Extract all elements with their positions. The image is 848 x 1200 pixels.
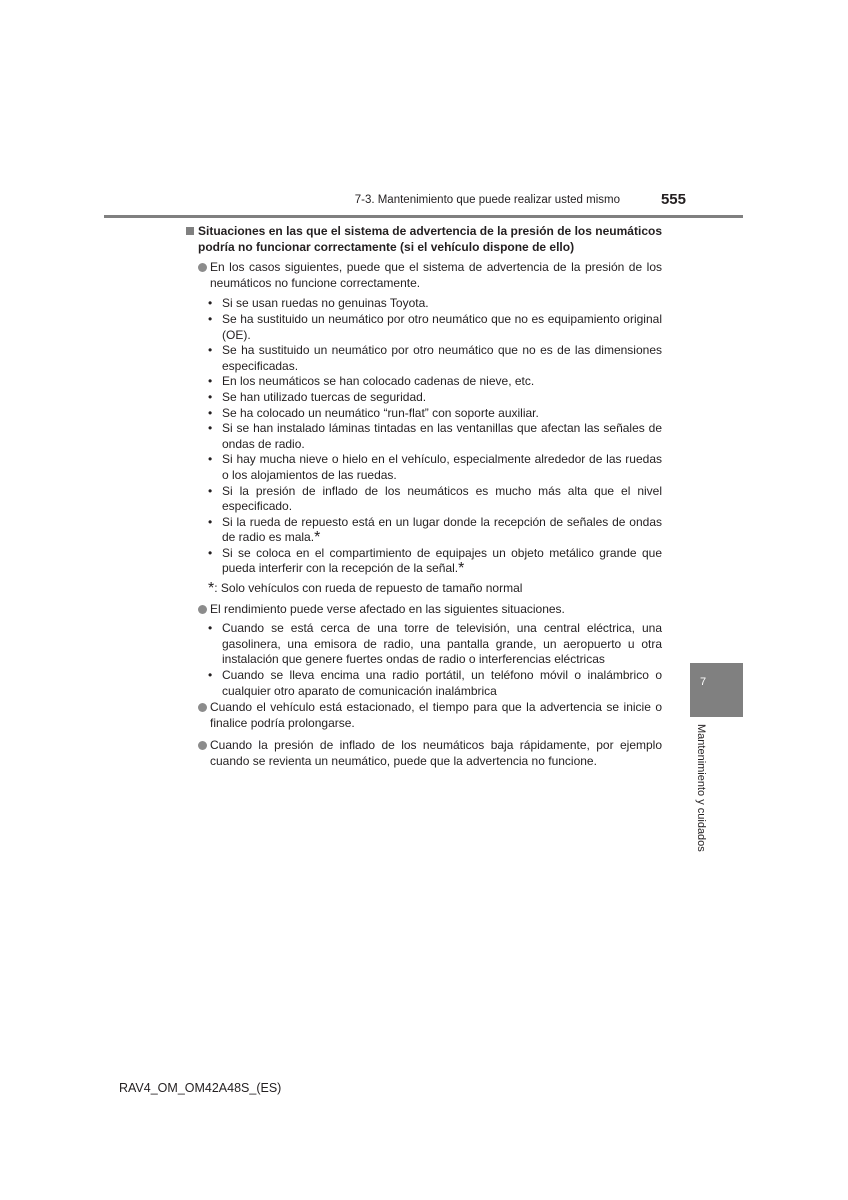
list-item: • Si se han instalado láminas tintadas en las ventanillas que afectan las señales de ondas de radio.	[208, 421, 662, 451]
point-2-list	[208, 621, 662, 699]
list-item: • Si la presión de inflado de los neumáticos es mucho más alta que el nivel especificado.	[208, 483, 662, 514]
list-item: • Si la rueda de repuesto está en un lugar donde la recepción de señales de ondas de radio es mala.*	[208, 514, 662, 547]
list-item: • Cuando se lleva encima una radio portátil, un teléfono móvil o inalámbrico o cualquier otro aparato de comunicación inalámbrica	[208, 668, 662, 698]
running-header-section: 7-3. Mantenimiento que puede realizar usted mismo	[354, 194, 620, 206]
point-2-text: El rendimiento puede verse afectado en las siguientes situaciones.	[210, 601, 565, 616]
section-heading-text: Situaciones en las que el sistema de advertencia de la presión de los neumáticos podría no funcionar correctamente (si el vehículo dispone de ello)	[198, 224, 662, 254]
chapter-tab-label: Mantenimiento y cuidados	[695, 724, 707, 852]
list-item: • Si se usan ruedas no genuinas Toyota.	[208, 296, 429, 311]
footnote-asterisk: *	[208, 580, 215, 598]
point-3	[186, 700, 662, 731]
circle-bullet-icon	[198, 263, 207, 272]
section-heading	[186, 224, 662, 255]
list-item: • Se ha sustituido un neumático por otro neumático que no es equipamiento original (OE).	[208, 311, 662, 342]
asterisk-mark: *	[458, 560, 465, 578]
point-1-list	[208, 296, 662, 577]
square-bullet-icon	[186, 227, 194, 235]
circle-bullet-icon	[198, 605, 207, 614]
chapter-tab	[690, 663, 743, 717]
list-item: • Si se coloca en el compartimiento de equipajes un objeto metálico grande que pueda interferir con la recepción de la señal.*	[208, 545, 662, 578]
point-1-text: En los casos siguientes, puede que el sistema de advertencia de la presión de los neumáticos no funcione correctamente.	[210, 260, 662, 290]
circle-bullet-icon	[198, 741, 207, 750]
point-1	[186, 260, 662, 291]
footnote-text: : Solo vehículos con rueda de repuesto de tamaño normal	[214, 581, 523, 596]
list-item: • Se ha colocado un neumático “run-flat” con soporte auxiliar.	[208, 405, 539, 420]
list-item: • Se han utilizado tuercas de seguridad.	[208, 389, 427, 404]
list-item: • Se ha sustituido un neumático por otro neumático que no es de las dimensiones especificadas.	[208, 343, 662, 373]
chapter-tab-number: 7	[700, 676, 707, 688]
list-item: • Cuando se está cerca de una torre de televisión, una central eléctrica, una gasolinera, una emisora de radio, una pantalla grande, un aeropuerto u otra instalación que genere fuertes ondas de radio o interferencias eléctricas	[208, 621, 662, 667]
document-code: RAV4_OM_OM42A48S_(ES)	[119, 1081, 282, 1095]
footnote	[208, 581, 662, 597]
asterisk-mark: *	[314, 529, 321, 547]
header-rule	[104, 215, 743, 218]
point-4-text: Cuando la presión de inflado de los neumáticos baja rápidamente, por ejemplo cuando se revienta un neumático, puede que la advertencia no funcione.	[210, 738, 662, 768]
point-2	[186, 602, 662, 618]
point-4	[186, 738, 662, 769]
circle-bullet-icon	[198, 703, 207, 712]
page-content	[186, 224, 662, 770]
page-number: 555	[660, 191, 686, 208]
point-3-text: Cuando el vehículo está estacionado, el tiempo para que la advertencia se inicie o finalice podría prolongarse.	[210, 700, 662, 730]
list-item: • Si hay mucha nieve o hielo en el vehículo, especialmente alrededor de las ruedas o los alojamientos de las ruedas.	[208, 452, 662, 482]
list-item: • En los neumáticos se han colocado cadenas de nieve, etc.	[208, 374, 535, 389]
